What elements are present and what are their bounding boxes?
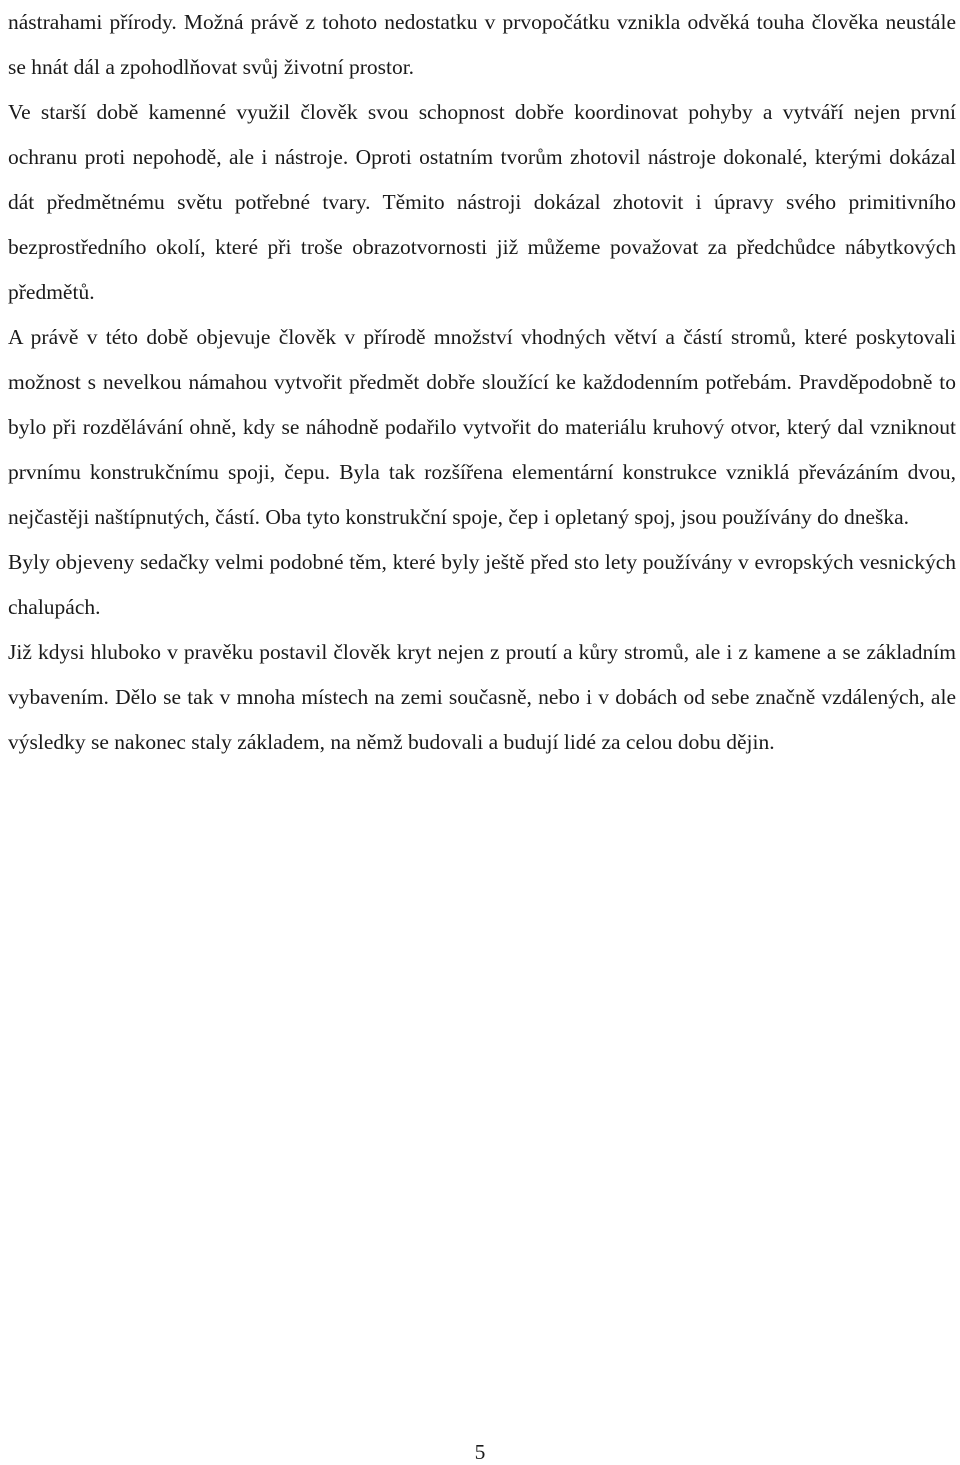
paragraph-5: Již kdysi hluboko v pravěku postavil člověk kryt nejen z proutí a kůry stromů, ale i z kamene a se základním vybavením. Dělo se tak v mnoha místech na zemi současně, nebo i v dobách od sebe značně vzdálených, ale výsledky se nakonec staly základem, na němž budovali a budují lidé za celou dobu dějin.: [8, 640, 956, 754]
paragraph-1: nástrahami přírody. Možná právě z tohoto nedostatku v prvopočátku vznikla odvěká touha člověka neustále se hnát dál a zpohodlňovat svůj životní prostor.: [8, 10, 956, 79]
paragraph-2: Ve starší době kamenné využil člověk svou schopnost dobře koordinovat pohyby a vytváří nejen první ochranu proti nepohodě, ale i nástroje. Oproti ostatním tvorům zhotovil nástroje dokonalé, kterými dokázal dát předmětnému světu potřebné tvary. Těmito nástroji dokázal zhotovit i úpravy svého primitivního bezprostředního okolí, které při troše obrazotvornosti již můžeme považovat za předchůdce nábytkových předmětů.: [8, 100, 956, 304]
paragraph-3: A právě v této době objevuje člověk v přírodě množství vhodných větví a částí stromů, které poskytovali možnost s nevelkou námahou vytvořit předmět dobře sloužící ke každodenním potřebám. Pravděpodobně to bylo při rozdělávání ohně, kdy se náhodně podařilo vytvořit do materiálu kruhový otvor, který dal vzniknout prvnímu konstrukčnímu spoji, čepu. Byla tak rozšířena elementární konstrukce vzniklá převázáním dvou, nejčastěji naštípnutých, částí. Oba tyto konstrukční spoje, čep i opletaný spoj, jsou používány do dneška.: [8, 325, 956, 529]
page-number: 5: [474, 1440, 486, 1464]
body-text: [8, 0, 956, 765]
paragraph-4: Byly objeveny sedačky velmi podobné těm, které byly ještě před sto lety používány v evropských vesnických chalupách.: [8, 550, 956, 619]
